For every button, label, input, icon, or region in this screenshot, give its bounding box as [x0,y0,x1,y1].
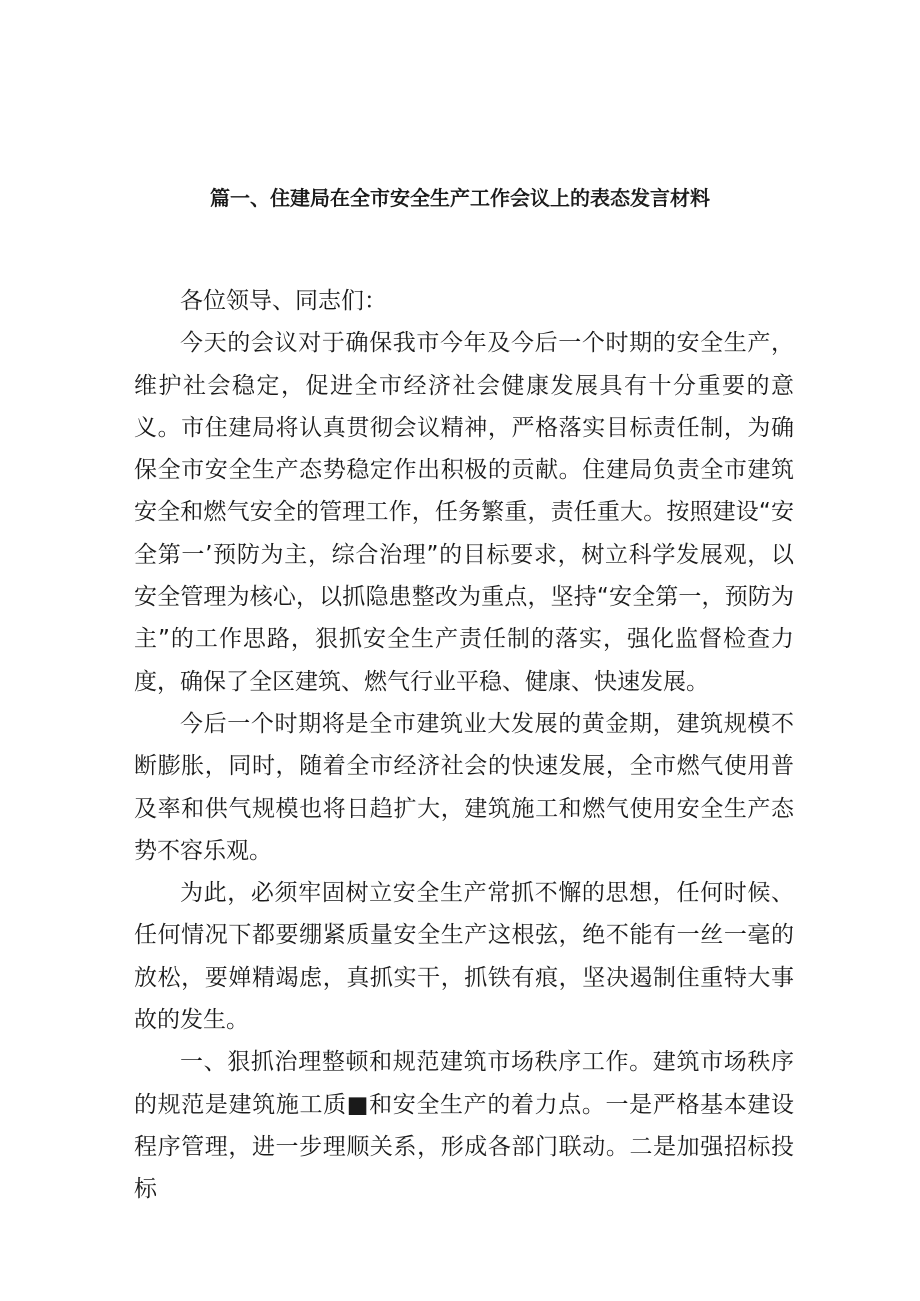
body-paragraph: 今后一个时期将是全市建筑业大发展的黄金期，建筑规模不断膨胀，同时，随着全市经济社会的快速发展，全市燃气使用普及率和供气规模也将日趋扩大，建筑施工和燃气使用安全生产态势不容乐观。 [134,710,794,864]
document-title: 篇一、住建局在全市安全生产工作会议上的表态发言材料 [210,186,710,210]
body-paragraph: 为此，必须牢固树立安全生产常抓不懈的思想，任何时候、任何情况下都要绷紧质量安全生产这根弦，绝不能有一丝一毫的放松，要婵精竭虑，真抓实干，抓铁有痕，坚决遏制住重特大事故的发生。 [134,880,794,1034]
body-paragraph: 今天的会议对于确保我市今年及今后一个时期的安全生产，维护社会稳定，促进全市经济社会健康发展具有十分重要的意义。市住建局将认真贯彻会议精神，严格落实目标责任制，为确保全市安全生产态势稳定作出积极的贡献。住建局负责全市建筑安全和燃气安全的管理工作，任务繁重，责任重大。按照建设“安全第一’预防为主，综合治理”的目标要求，树立科学发展观，以安全管理为核心，以抓隐患整改为重点，坚持“安全第一，预防为主”的工作思路，狠抓安全生产责任制的落实，强化监督检查力度，确保了全区建筑、燃气行业平稳、健康、快速发展。 [134,330,794,695]
section-paragraph: 一、狠抓治理整顿和规范建筑市场秩序工作。建筑市场秩序的规范是建筑施工质■和安全生产的着力点。一是严格基本建设程序管理，进一步理顺关系，形成各部门联动。二是加强招标投标 [134,1049,794,1203]
document-body [134,280,794,1211]
salutation-paragraph: 各位领导、同志们： [180,288,387,314]
